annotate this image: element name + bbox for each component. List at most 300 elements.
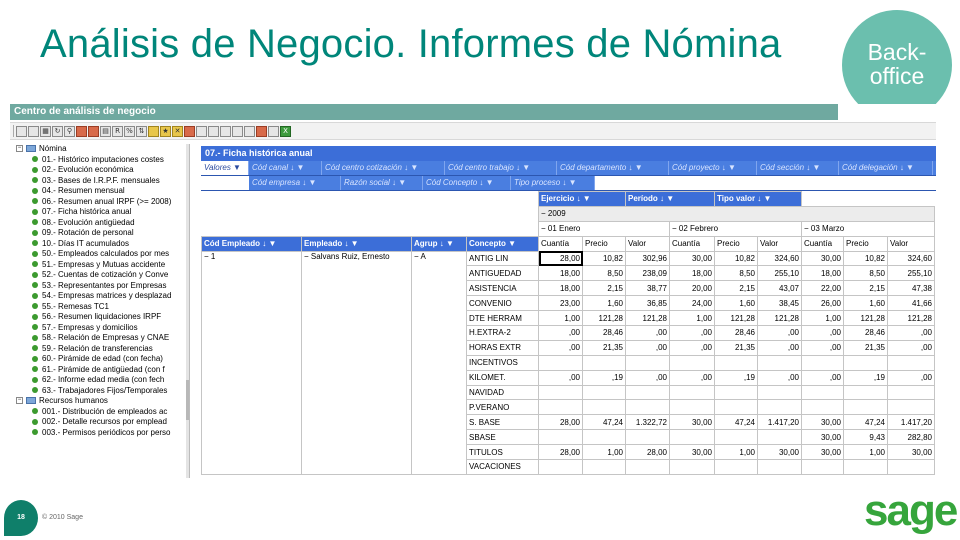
tree-item[interactable] <box>10 270 189 281</box>
column-field-tipo-valor[interactable]: Tipo valor ↓ ▼ <box>715 192 802 207</box>
insert-row-icon[interactable] <box>88 126 99 137</box>
value-cell[interactable]: 324,60 <box>888 251 935 266</box>
table-row <box>202 236 935 251</box>
value-cell[interactable]: 302,96 <box>626 251 670 266</box>
value-cell[interactable]: ,00 <box>888 370 935 385</box>
value-cell[interactable]: ,00 <box>802 370 844 385</box>
window-icon[interactable] <box>244 126 255 137</box>
value-cell[interactable]: 28,46 <box>583 326 626 341</box>
tree-item-label: 55.- Remesas TC1 <box>42 301 109 311</box>
value-cell[interactable]: 30,00 <box>802 415 844 430</box>
value-cell[interactable]: 282,80 <box>888 430 935 445</box>
open-document-icon[interactable] <box>28 126 39 137</box>
value-cell[interactable] <box>626 385 670 400</box>
folder-icon <box>26 397 36 404</box>
report-icon <box>32 408 38 414</box>
value-cell[interactable]: 238,09 <box>626 266 670 281</box>
tree-item[interactable] <box>10 354 189 365</box>
value-cell[interactable] <box>583 400 626 415</box>
collapse-icon[interactable]: − <box>17 145 22 152</box>
collapse-icon[interactable]: − <box>304 251 311 261</box>
value-cell[interactable] <box>583 385 626 400</box>
filter-field-chip[interactable]: Cód sección ↓ ▼ <box>757 161 839 175</box>
value-cell[interactable]: 8,50 <box>844 266 888 281</box>
row-field-agrup[interactable]: Agrup ↓ ▼ <box>412 236 467 251</box>
concepto-cell[interactable]: ANTIGUEDAD <box>467 266 539 281</box>
filter-field-chip[interactable]: Cód proyecto ↓ ▼ <box>669 161 757 175</box>
tree-item[interactable] <box>10 386 189 397</box>
value-cell[interactable]: 28,00 <box>539 251 583 266</box>
tree-item[interactable] <box>10 176 189 187</box>
tree-scrollbar[interactable] <box>186 144 190 478</box>
tree-item[interactable] <box>10 365 189 376</box>
value-cell[interactable]: ,00 <box>626 370 670 385</box>
folder-icon <box>26 145 36 152</box>
percent-icon[interactable]: % <box>124 126 135 137</box>
tree-item-label: 09.- Rotación de personal <box>42 228 134 237</box>
collapse-icon[interactable]: − <box>541 224 548 234</box>
value-cell[interactable]: 28,46 <box>844 326 888 341</box>
filter-fields-row <box>201 161 936 176</box>
value-cell[interactable]: 121,28 <box>758 311 802 326</box>
value-cell[interactable]: 1,00 <box>539 311 583 326</box>
value-cell[interactable]: 47,38 <box>888 281 935 296</box>
pivot-grid-area <box>201 146 936 478</box>
tree-item-label: 001.- Distribución de empleados ac <box>42 406 168 416</box>
pivot-table <box>201 191 935 475</box>
value-cell[interactable]: 38,77 <box>626 281 670 296</box>
value-cell[interactable] <box>758 430 802 445</box>
report-icon <box>32 209 38 215</box>
tree-item[interactable] <box>10 228 189 239</box>
filter-fields-row-2 <box>201 176 936 191</box>
concepto-cell[interactable]: P.VERANO <box>467 400 539 415</box>
tree-item[interactable] <box>10 375 189 386</box>
value-cell[interactable]: 28,00 <box>539 415 583 430</box>
tree-node-nomina[interactable] <box>10 144 189 155</box>
export-icon[interactable] <box>232 126 243 137</box>
column-field-ejercicio[interactable]: Ejercicio ↓ ▼ <box>539 192 626 207</box>
value-cell[interactable]: 43,07 <box>758 281 802 296</box>
value-cell[interactable]: 30,00 <box>888 445 935 460</box>
value-cell[interactable]: 23,00 <box>539 296 583 311</box>
value-cell[interactable]: 47,24 <box>715 415 758 430</box>
tree-item[interactable] <box>10 344 189 355</box>
tree-item[interactable] <box>10 260 189 271</box>
value-cell[interactable] <box>626 355 670 370</box>
sage-logo: sage <box>864 486 957 535</box>
value-cell[interactable] <box>583 430 626 445</box>
value-cell[interactable] <box>802 385 844 400</box>
employee-code: 1 <box>210 251 216 261</box>
filter-field-chip[interactable]: Cód centro cotización ↓ ▼ <box>322 161 445 175</box>
filter-field-chip[interactable]: Razón social ↓ ▼ <box>341 176 423 190</box>
value-cell[interactable]: ,00 <box>626 340 670 355</box>
concepto-cell[interactable]: H.EXTRA-2 <box>467 326 539 341</box>
report-icon <box>32 314 38 320</box>
tree-item-label: 04.- Resumen mensual <box>42 186 125 195</box>
collapse-icon[interactable]: − <box>414 251 421 261</box>
value-cell[interactable]: 2,15 <box>715 281 758 296</box>
month-label: 01 Enero <box>547 224 581 234</box>
tree-item[interactable] <box>10 302 189 313</box>
value-cell[interactable] <box>715 400 758 415</box>
tree-item-label: 003.- Permisos periódicos por perso <box>42 427 171 437</box>
filter-field-chip[interactable]: Cód canal ↓ ▼ <box>249 161 322 175</box>
tree-node-label: Nómina <box>39 144 67 153</box>
collapse-icon[interactable]: − <box>17 397 22 404</box>
table-row <box>202 251 935 266</box>
tree-item[interactable] <box>10 249 189 260</box>
month-header[interactable] <box>670 221 802 236</box>
value-cell[interactable] <box>670 385 715 400</box>
scrollbar-thumb[interactable] <box>186 380 190 420</box>
value-cell[interactable]: 30,00 <box>802 430 844 445</box>
report-icon <box>32 429 38 435</box>
value-cell[interactable]: 121,28 <box>844 311 888 326</box>
tree-item[interactable] <box>10 239 189 250</box>
value-cell[interactable]: 2,15 <box>583 281 626 296</box>
tree-item-label: 51.- Empresas y Mutuas accidente <box>42 259 166 269</box>
value-cell[interactable] <box>802 460 844 475</box>
value-cell[interactable]: 22,00 <box>802 281 844 296</box>
filter-field-chip[interactable]: Cód centro trabajo ↓ ▼ <box>445 161 557 175</box>
value-cell[interactable] <box>539 430 583 445</box>
value-cell[interactable]: 121,28 <box>715 311 758 326</box>
filter-icon[interactable]: ⚲ <box>64 126 75 137</box>
value-cell[interactable]: 30,00 <box>670 251 715 266</box>
filter-field-chip[interactable]: Cód departamento ↓ ▼ <box>557 161 669 175</box>
report-icon <box>32 356 38 362</box>
refresh-icon[interactable]: ↻ <box>52 126 63 137</box>
value-cell[interactable] <box>888 385 935 400</box>
report-icon <box>32 272 38 278</box>
value-cell[interactable]: 30,00 <box>758 445 802 460</box>
filter-field-chip[interactable]: Valores ▼ <box>201 161 249 175</box>
value-cell[interactable]: 1,00 <box>844 445 888 460</box>
concepto-cell[interactable]: KILOMET. <box>467 370 539 385</box>
word-export-icon[interactable] <box>268 126 279 137</box>
tree-item-label: 52.- Cuentas de cotización y Conve <box>42 270 169 279</box>
report-icon <box>32 345 38 351</box>
row-field-empleado[interactable]: Empleado ↓ ▼ <box>302 236 412 251</box>
value-cell[interactable]: 30,00 <box>802 251 844 266</box>
value-cell[interactable]: 26,00 <box>802 296 844 311</box>
new-document-icon[interactable] <box>16 126 27 137</box>
calculator-icon[interactable]: ▤ <box>100 126 111 137</box>
column-field-periodo[interactable]: Período ↓ ▼ <box>626 192 715 207</box>
value-cell[interactable]: ,00 <box>888 326 935 341</box>
excel-export-icon[interactable]: X <box>280 126 291 137</box>
value-cell[interactable]: ,00 <box>802 340 844 355</box>
report-icon <box>32 177 38 183</box>
table-row <box>202 221 935 236</box>
value-cell[interactable]: ,00 <box>670 326 715 341</box>
concepto-cell[interactable]: DTE HERRAM <box>467 311 539 326</box>
value-cell[interactable]: 121,28 <box>888 311 935 326</box>
collapse-icon[interactable]: − <box>204 251 211 261</box>
tree-item-label: 02.- Evolución económica <box>42 165 134 174</box>
concepto-cell[interactable]: ANTIG LIN <box>467 251 539 266</box>
report-icon <box>32 188 38 194</box>
value-cell[interactable]: 10,82 <box>583 251 626 266</box>
report-icon <box>32 198 38 204</box>
tree-item-label: 01.- Histórico imputaciones costes <box>42 154 164 164</box>
tree-item[interactable] <box>10 218 189 229</box>
value-cell[interactable]: ,00 <box>626 326 670 341</box>
value-cell[interactable] <box>583 355 626 370</box>
collapse-icon[interactable]: − <box>672 224 679 234</box>
value-cell[interactable]: ,19 <box>583 370 626 385</box>
value-cell[interactable]: 18,00 <box>539 266 583 281</box>
value-cell[interactable] <box>844 460 888 475</box>
report-icon <box>32 335 38 341</box>
value-header: Valor <box>626 236 670 251</box>
value-cell[interactable] <box>539 400 583 415</box>
value-header: Precio <box>844 236 888 251</box>
value-cell[interactable] <box>844 355 888 370</box>
value-cell[interactable] <box>626 400 670 415</box>
concepto-cell[interactable]: HORAS EXTR <box>467 340 539 355</box>
value-cell[interactable]: 1,60 <box>583 296 626 311</box>
value-cell[interactable]: 21,35 <box>844 340 888 355</box>
value-cell[interactable] <box>758 400 802 415</box>
favorite-icon[interactable]: ★ <box>160 126 171 137</box>
concepto-cell[interactable]: S. BASE <box>467 415 539 430</box>
value-cell[interactable]: 28,00 <box>539 445 583 460</box>
pivot-icon[interactable] <box>148 126 159 137</box>
print-icon[interactable] <box>220 126 231 137</box>
tree-item[interactable] <box>10 165 189 176</box>
value-cell[interactable]: 18,00 <box>539 281 583 296</box>
table-row <box>202 192 935 207</box>
tree-item-label: 56.- Resumen liquidaciones IRPF <box>42 312 162 321</box>
value-cell[interactable]: ,00 <box>539 340 583 355</box>
value-cell[interactable] <box>539 460 583 475</box>
value-cell[interactable]: 1,00 <box>670 311 715 326</box>
value-cell[interactable] <box>802 400 844 415</box>
value-cell[interactable]: 38,45 <box>758 296 802 311</box>
tree-item[interactable] <box>10 312 189 323</box>
table-row <box>202 206 935 221</box>
report-title: 07.- Ficha histórica anual <box>201 146 936 161</box>
value-cell[interactable]: 8,50 <box>583 266 626 281</box>
concepto-cell[interactable]: TITULOS <box>467 445 539 460</box>
tree-item-label: 62.- Informe edad media (con fech <box>42 375 165 384</box>
value-cell[interactable]: 1,00 <box>802 311 844 326</box>
tree-item[interactable] <box>10 417 189 428</box>
tree-item-label: 58.- Relación de Empresas y CNAE <box>42 333 170 342</box>
insert-column-icon[interactable] <box>76 126 87 137</box>
sum-icon[interactable]: R <box>112 126 123 137</box>
value-cell[interactable]: 30,00 <box>670 445 715 460</box>
value-cell[interactable]: 18,00 <box>670 266 715 281</box>
value-header: Cuantía <box>670 236 715 251</box>
value-cell[interactable]: 36,85 <box>626 296 670 311</box>
value-cell[interactable]: ,00 <box>670 370 715 385</box>
value-cell[interactable]: 18,00 <box>802 266 844 281</box>
tree-item[interactable] <box>10 333 189 344</box>
value-cell[interactable]: 30,00 <box>670 415 715 430</box>
value-cell[interactable]: 1,60 <box>844 296 888 311</box>
value-cell[interactable] <box>758 385 802 400</box>
employee-name-cell <box>302 251 412 474</box>
report-icon <box>32 293 38 299</box>
page-number-badge: 18 <box>4 500 38 536</box>
concepto-cell[interactable]: SBASE <box>467 430 539 445</box>
month-label: 03 Marzo <box>810 224 845 234</box>
value-cell[interactable]: ,00 <box>758 370 802 385</box>
value-cell[interactable] <box>626 430 670 445</box>
value-cell[interactable]: ,00 <box>802 326 844 341</box>
tree-item-label: 54.- Empresas matrices y desplazad <box>42 291 172 300</box>
value-cell[interactable] <box>758 460 802 475</box>
value-cell[interactable] <box>670 355 715 370</box>
value-cell[interactable] <box>715 460 758 475</box>
copy-icon[interactable] <box>196 126 207 137</box>
row-field-cod-empleado[interactable]: Cód Empleado ↓ ▼ <box>202 236 302 251</box>
clear-icon[interactable]: ✕ <box>172 126 183 137</box>
month-label: 02 Febrero <box>678 224 719 234</box>
tree-item[interactable] <box>10 407 189 418</box>
row-field-concepto[interactable]: Concepto ▼ <box>467 236 539 251</box>
value-cell[interactable]: ,00 <box>758 340 802 355</box>
value-cell[interactable]: 1.417,20 <box>758 415 802 430</box>
badge-line-2: office <box>869 63 925 89</box>
value-cell[interactable] <box>715 385 758 400</box>
value-cell[interactable]: 1.417,20 <box>888 415 935 430</box>
value-cell[interactable]: ,19 <box>715 370 758 385</box>
value-cell[interactable]: ,00 <box>539 370 583 385</box>
tree-node-recursos-humanos[interactable] <box>10 396 189 407</box>
value-cell[interactable]: 8,50 <box>715 266 758 281</box>
value-cell[interactable]: ,00 <box>539 326 583 341</box>
value-cell[interactable]: 255,10 <box>888 266 935 281</box>
concepto-cell[interactable]: ASISTENCIA <box>467 281 539 296</box>
filter-field-chip[interactable]: Cód delegación ↓ ▼ <box>839 161 933 175</box>
filter-field-chip[interactable]: Tipo proceso ↓ ▼ <box>511 176 595 190</box>
value-cell[interactable] <box>888 400 935 415</box>
paste-icon[interactable] <box>256 126 267 137</box>
value-cell[interactable] <box>715 355 758 370</box>
concepto-cell[interactable]: NAVIDAD <box>467 385 539 400</box>
report-icon <box>32 167 38 173</box>
value-cell[interactable]: ,00 <box>888 340 935 355</box>
value-header: Valor <box>888 236 935 251</box>
tree-item[interactable] <box>10 428 189 439</box>
report-icon <box>32 219 38 225</box>
value-cell[interactable] <box>583 460 626 475</box>
month-header[interactable] <box>539 221 670 236</box>
value-cell[interactable] <box>758 355 802 370</box>
grid-icon[interactable]: ▦ <box>40 126 51 137</box>
value-cell[interactable]: 324,60 <box>758 251 802 266</box>
tree-item[interactable] <box>10 197 189 208</box>
tree-item[interactable] <box>10 323 189 334</box>
year-header[interactable] <box>539 206 935 221</box>
value-cell[interactable] <box>670 460 715 475</box>
value-cell[interactable]: 28,46 <box>715 326 758 341</box>
value-cell[interactable]: ,00 <box>758 326 802 341</box>
value-cell[interactable] <box>539 355 583 370</box>
value-cell[interactable]: 1,00 <box>715 445 758 460</box>
value-cell[interactable] <box>844 400 888 415</box>
value-cell[interactable]: ,19 <box>844 370 888 385</box>
value-cell[interactable] <box>715 430 758 445</box>
tree-item[interactable] <box>10 281 189 292</box>
tree-item[interactable] <box>10 186 189 197</box>
value-cell[interactable]: ,00 <box>670 340 715 355</box>
app-window <box>10 104 936 478</box>
empty-header <box>802 192 935 207</box>
value-cell[interactable]: 121,28 <box>583 311 626 326</box>
value-cell[interactable]: 47,24 <box>583 415 626 430</box>
value-cell[interactable]: 24,00 <box>670 296 715 311</box>
employee-code-cell <box>202 251 302 474</box>
value-cell[interactable]: 1.322,72 <box>626 415 670 430</box>
value-cell[interactable]: 21,35 <box>715 340 758 355</box>
value-cell[interactable] <box>844 385 888 400</box>
concepto-cell[interactable]: INCENTIVOS <box>467 355 539 370</box>
tree-item-label: 002.- Detalle recursos por emplead <box>42 417 167 426</box>
value-cell[interactable]: 10,82 <box>844 251 888 266</box>
copyright: © 2010 Sage <box>42 514 83 521</box>
concepto-cell[interactable]: CONVENIO <box>467 296 539 311</box>
value-cell[interactable] <box>670 400 715 415</box>
tree-item[interactable] <box>10 291 189 302</box>
value-header: Precio <box>715 236 758 251</box>
value-cell[interactable]: 2,15 <box>844 281 888 296</box>
value-cell[interactable] <box>802 355 844 370</box>
value-cell[interactable]: 28,00 <box>626 445 670 460</box>
collapse-icon[interactable]: − <box>541 209 548 219</box>
value-cell[interactable]: 20,00 <box>670 281 715 296</box>
value-cell[interactable]: 21,35 <box>583 340 626 355</box>
empty-corner <box>202 206 539 221</box>
value-cell[interactable]: 1,60 <box>715 296 758 311</box>
value-cell[interactable] <box>626 460 670 475</box>
chart-icon[interactable] <box>184 126 195 137</box>
filter-field-chip[interactable]: Cód Concepto ↓ ▼ <box>423 176 511 190</box>
tree-item[interactable] <box>10 207 189 218</box>
report-icon <box>32 156 38 162</box>
value-cell[interactable]: 30,00 <box>802 445 844 460</box>
value-cell[interactable]: 9,43 <box>844 430 888 445</box>
value-cell[interactable] <box>539 385 583 400</box>
value-cell[interactable]: 10,82 <box>715 251 758 266</box>
value-cell[interactable]: 41,66 <box>888 296 935 311</box>
layout-icon[interactable] <box>208 126 219 137</box>
value-cell[interactable]: 1,00 <box>583 445 626 460</box>
report-icon <box>32 303 38 309</box>
value-cell[interactable]: 47,24 <box>844 415 888 430</box>
sort-icon[interactable]: ⇅ <box>136 126 147 137</box>
filter-field-chip[interactable]: Cód empresa ↓ ▼ <box>249 176 341 190</box>
tree-node-label: Recursos humanos <box>39 396 108 405</box>
value-cell[interactable] <box>888 460 935 475</box>
report-icon <box>32 419 38 425</box>
collapse-icon[interactable]: − <box>804 224 811 234</box>
value-cell[interactable]: 255,10 <box>758 266 802 281</box>
concepto-cell[interactable]: VACACIONES <box>467 460 539 475</box>
month-header[interactable] <box>802 221 935 236</box>
tree-item-label: 60.- Pirámide de edad (con fecha) <box>42 354 163 363</box>
value-cell[interactable] <box>888 355 935 370</box>
value-cell[interactable] <box>670 430 715 445</box>
tree-item-label: 50.- Empleados calculados por mes <box>42 249 170 258</box>
tree-item[interactable] <box>10 155 189 166</box>
value-cell[interactable]: 121,28 <box>626 311 670 326</box>
